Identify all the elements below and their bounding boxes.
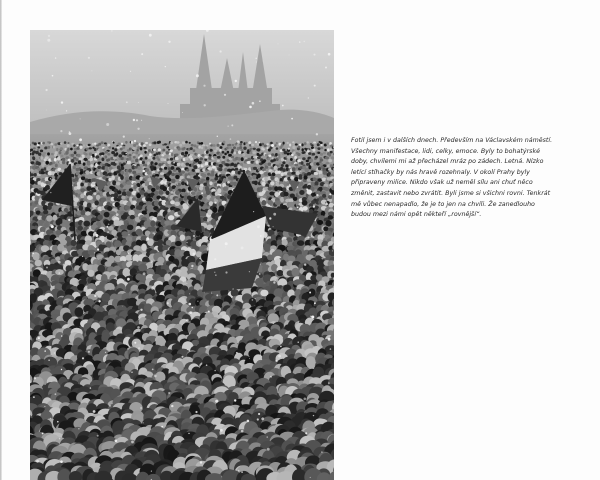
page-spine <box>0 0 2 480</box>
crowd-photograph <box>30 30 334 480</box>
photo-caption: Fotil jsem i v dalších dnech. Především na Václavském náměstí. Všechny manifestace, lidi, celky, emoce. Byly to bohatýrské doby, chvílemi mi až přecházel mráz po zádech. Letná. Nízko letící stíhačky by nás hravě rozehnaly. V okolí Prahy byly připraveny milice. Nikdo však už neměl sílu ani chuť něco změnit, zastavit nebo zvrátit. Byli jsme si všichni rovni. Tenkrát mě vůbec nenapadlo, že je to jen na chvíli. Že zanedlouho budou mezi námi opět někteří „rovnější“. <box>351 137 553 219</box>
crowd-photograph-image <box>30 30 334 480</box>
